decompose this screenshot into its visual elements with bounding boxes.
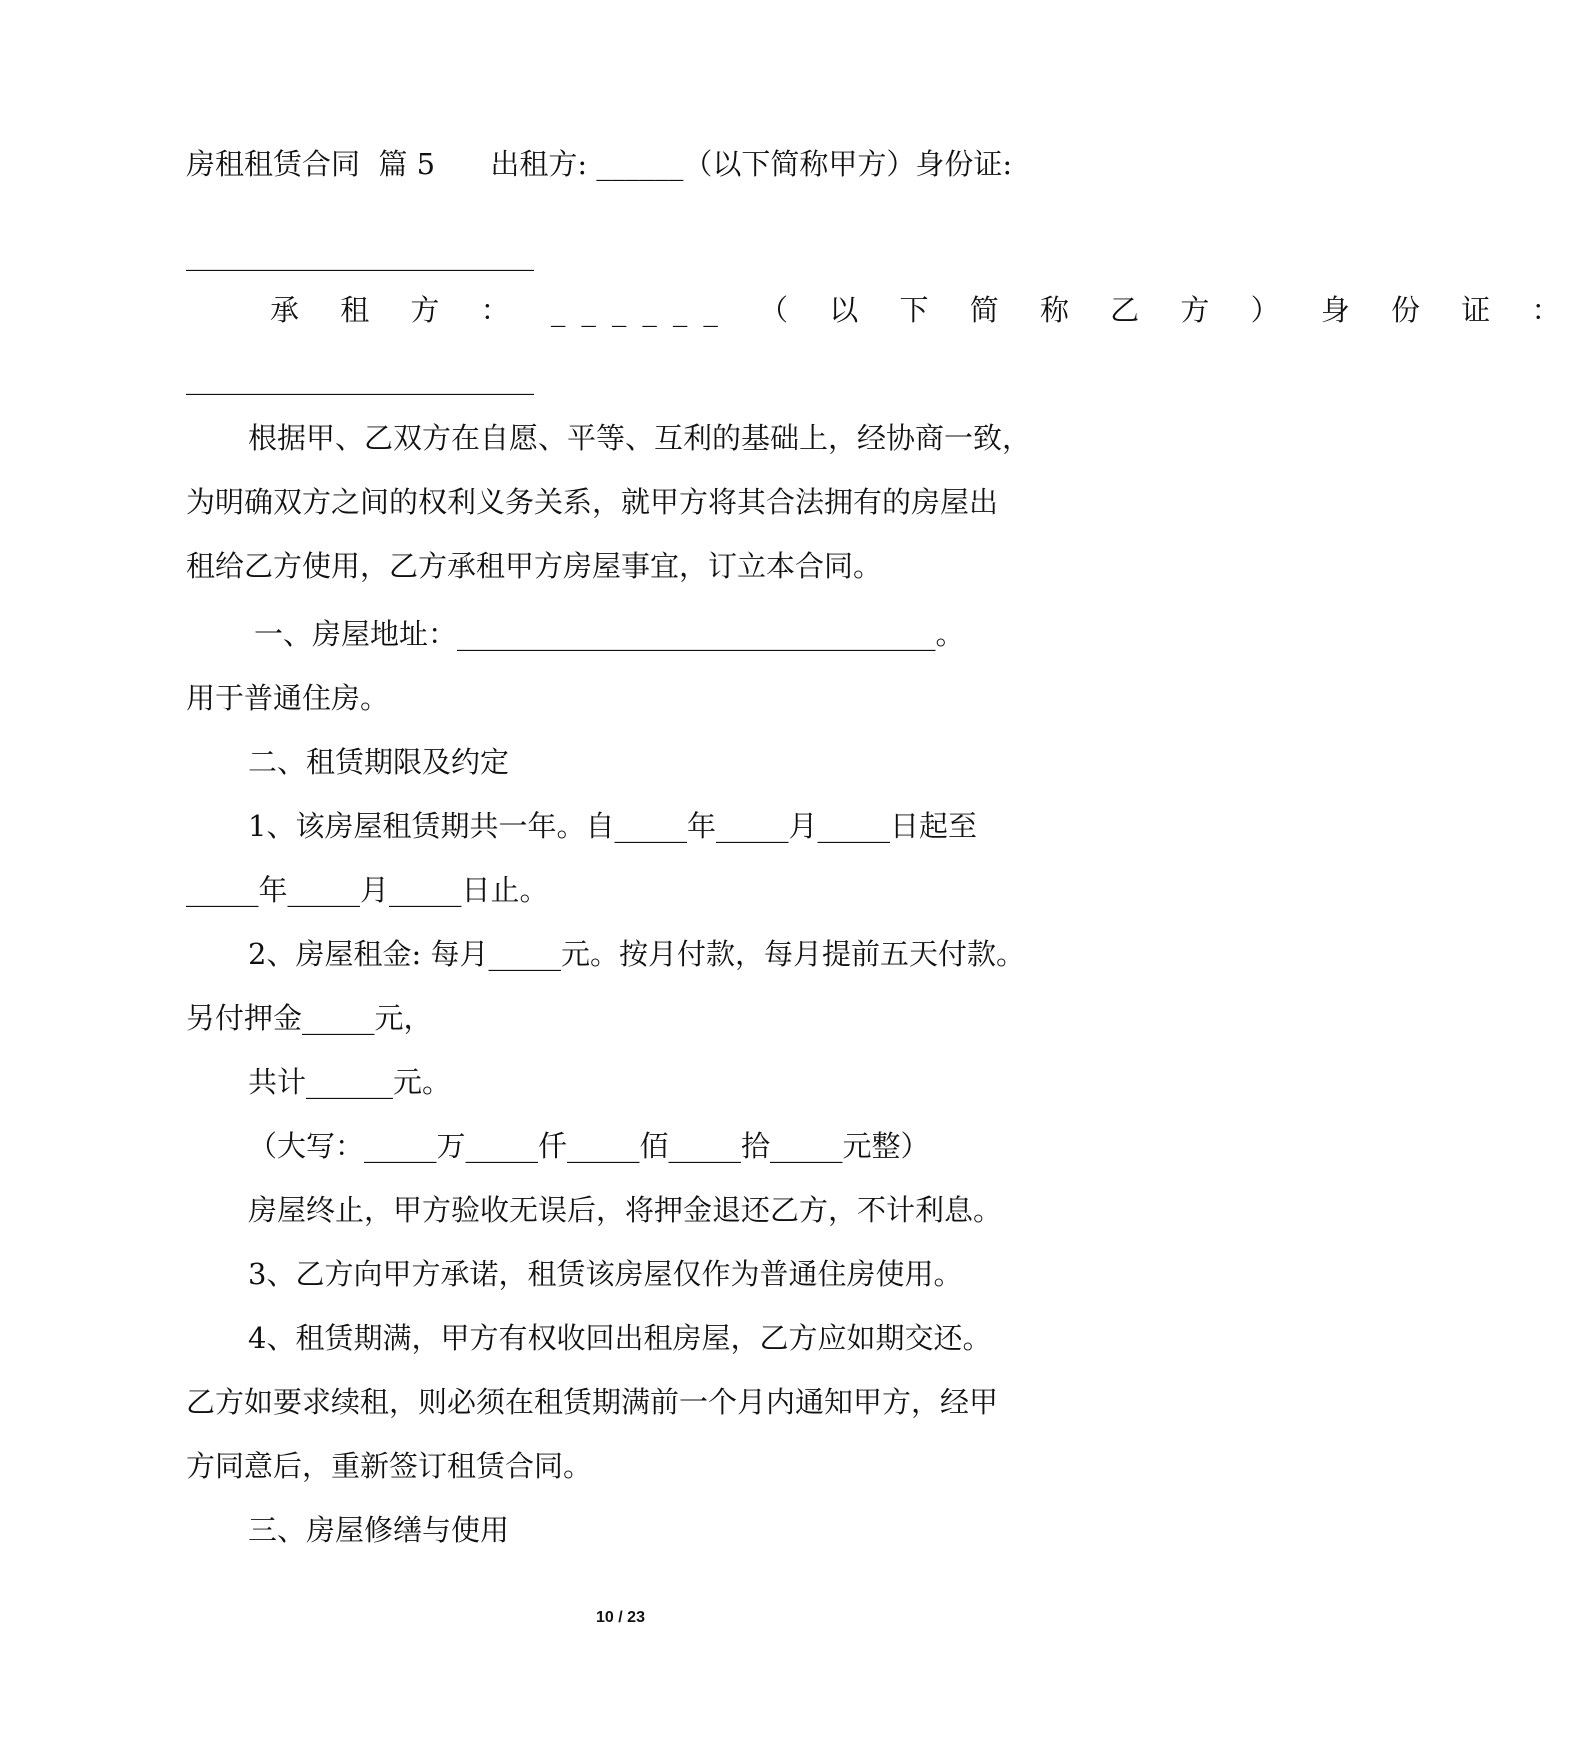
lessor-id-blank: ________________________ <box>186 237 534 271</box>
clause-2-line-1: 2、房屋租金: 每月_____元。按月付款，每月提前五天付款。 <box>248 937 1025 971</box>
clause-1-line-2: _____年_____月_____日止。 <box>186 873 549 907</box>
clause-4-line-2: 乙方如要求续租，则必须在租赁期满前一个月内通知甲方，经甲 <box>186 1385 999 1419</box>
clause-1-line-1: 1、该房屋租赁期共一年。自_____年_____月_____日起至 <box>248 809 977 843</box>
section-1-usage: 用于普通住房。 <box>186 681 390 715</box>
preamble-line-1: 根据甲、乙双方在自愿、平等、互利的基础上，经协商一致， <box>248 421 1032 455</box>
page-number: 10 / 23 <box>596 1609 645 1626</box>
total-line: 共计______元。 <box>248 1065 452 1099</box>
preamble-line-3: 租给乙方使用，乙方承租甲方房屋事宜，订立本合同。 <box>186 549 883 583</box>
section-1-address: 一、房屋地址：_________________________________。 <box>254 617 965 651</box>
lessee-id-blank: ________________________ <box>186 361 534 395</box>
preamble-line-2: 为明确双方之间的权利义务关系，就甲方将其合法拥有的房屋出 <box>186 485 999 519</box>
clause-4-line-3: 方同意后，重新签订租赁合同。 <box>186 1449 593 1483</box>
clause-2-line-2: 另付押金_____元， <box>186 1001 433 1035</box>
clause-4-line-1: 4、租赁期满，甲方有权收回出租房屋，乙方应如期交还。 <box>248 1321 992 1355</box>
lessee-line: 承 租 方 ： ______ （ 以 下 简 称 乙 方 ） 身 份 证 ： <box>270 293 1577 327</box>
amount-in-words-line: （大写：_____万_____仟_____佰_____拾_____元整） <box>248 1129 930 1163</box>
section-3-heading: 三、房屋修缮与使用 <box>248 1513 510 1547</box>
clause-3-line: 3、乙方向甲方承诺，租赁该房屋仅作为普通住房使用。 <box>248 1257 963 1291</box>
deposit-refund-line: 房屋终止，甲方验收无误后，将押金退还乙方，不计利息。 <box>248 1193 1003 1227</box>
section-2-heading: 二、租赁期限及约定 <box>248 745 510 779</box>
contract-title-line: 房租租赁合同 篇 5 出租方: ______（以下简称甲方）身份证: <box>186 147 1013 181</box>
